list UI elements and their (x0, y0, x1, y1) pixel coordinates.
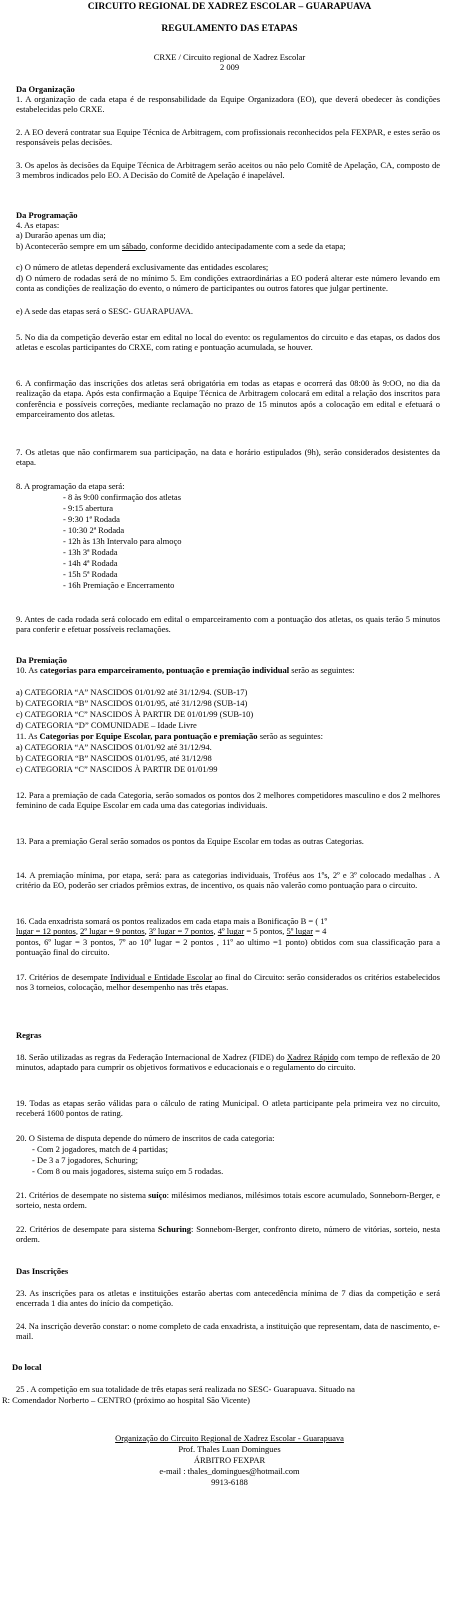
category-line: a) CATEGORIA “A” NASCIDOS 01/01/92 até 31/12/94. (SUB-17) (16, 687, 248, 697)
item-10-rest: serão as seguintes: (289, 665, 355, 675)
item-8-intro: 8. A programação da etapa será: (16, 481, 125, 491)
category-line: d) CATEGORIA “D” COMUNIDADE – Idade Livre (16, 720, 197, 730)
item-24: 24. Na inscrição deverão constar: o nome completo de cada enxadrista, a instituição que representam, data de nascimento, e-mail. (16, 1321, 440, 1342)
document-year: 2 009 (219, 62, 240, 72)
document-title: CIRCUITO REGIONAL DE XADREZ ESCOLAR – GUARAPUAVA (87, 2, 372, 12)
item-4-b (16, 241, 440, 251)
schedule-line: - 12h às 13h Intervalo para almoço (63, 536, 182, 546)
item-11-rest: serão as seguintes: (257, 731, 323, 741)
item-3: 3. Os apelos às decisões da Equipe Técnica de Arbitragem serão aceitos ou não pelo Comitê de Apelação, CA, composto de 3 membros indicados pelo EO. A Decisão do Comitê de Apelação é inapelável. (16, 160, 440, 181)
item-25-line-1: 25 . A competição em sua totalidade de três etapas será realizada no SESC- Guarapuava. Situado na (16, 1384, 355, 1394)
item-12: 12. Para a premiação de cada Categoria, serão somados os pontos dos 2 melhores competidores masculino e dos 2 melhores feminino de cada Equipe Escolar em cada uma das categorias individuais. (16, 790, 440, 811)
item-16-line-1: 16. Cada enxadrista somará os pontos realizados em cada etapa mais a Bonificação B = ( 1º (16, 916, 328, 926)
document-subtitle: REGULAMENTO DAS ETAPAS (161, 24, 298, 34)
item-21-text: 21. Critérios de desempate no sistema (16, 1190, 149, 1200)
item-18-underlined: Xadrez Rápido (286, 1052, 339, 1062)
item-16-first-place: lugar = 12 pontos (16, 926, 76, 937)
item-10-text: 10. As (16, 665, 40, 675)
schedule-line: - 16h Premiação e Encerramento (63, 580, 175, 590)
footer-email: e-mail : thales_domingues@hotmail.com (159, 1466, 300, 1476)
item-22 (16, 1224, 440, 1245)
item-18-text: 18. Serão utilizadas as regras da Federação Internacional de Xadrez (FIDE) do (16, 1052, 287, 1062)
item-17-text: 17. Critérios de desempate (16, 972, 111, 982)
item-16-line-3: pontos, 6º lugar = 3 pontos, 7º ao 10º lugar = 2 pontos , 11º ao ultimo =1 ponto) obtidos com sua classificação para a pontuação final do circuito. (16, 936, 440, 958)
item-21 (16, 1190, 440, 1211)
section-heading-inscricoes: Das Inscrições (16, 1266, 69, 1276)
schedule-line: - 15h 5ª Rodada (63, 569, 118, 579)
item-4-b-text: b) Acontecerão sempre em um (16, 241, 122, 251)
schedule-line: - 9:30 1ª Rodada (63, 514, 120, 524)
item-16-line-2 (16, 926, 440, 936)
section-heading-programacao: Da Programação (16, 210, 78, 220)
item-16-third-place: 3º lugar = 7 pontos (148, 926, 214, 937)
item-23: 23. As inscrições para os atletas e instituições estarão abertas com antecedência mínima de 7 dias da competição e será encerrada 1 dia antes do início da competição. (16, 1288, 440, 1309)
item-19: 19. Todas as etapas serão válidas para o cálculo de rating Municipal. O atleta participante pela primeira vez no circuito, receberá 1600 pontos de rating. (16, 1098, 440, 1119)
category-line: c) CATEGORIA “C” NASCIDOS À PARTIR DE 01/01/99 (SUB-10) (16, 709, 254, 719)
item-16-sep: , (75, 926, 81, 937)
item-18-rest: com tempo de reflexão de 20 minutos, adaptado para cumprir os objetivos formativos e educacionais e o regulamento do circuito. (16, 1052, 440, 1073)
item-4-b-underlined: sábado (121, 241, 146, 251)
item-22-bold: Schuring (157, 1224, 191, 1234)
item-7: 7. Os atletas que não confirmarem sua participação, na data e horário estipulados (9h), serão considerados desistentes da etapa. (16, 447, 440, 468)
dispute-line: - De 3 a 7 jogadores, Schuring; (32, 1155, 138, 1165)
item-16-fifth-place: 5º lugar (286, 926, 314, 937)
item-16-sep: , (144, 926, 149, 937)
item-4-b-rest: , conforme decidido antecipadamente com a sede da etapa; (145, 241, 346, 251)
item-21-rest: : milésimos medianos, milésimos totais escore acumulado, Sonneborn-Berger, e sorteio, nesta ordem. (16, 1190, 440, 1211)
section-heading-organizacao: Da Organização (16, 84, 75, 94)
item-4-e: e) A sede das etapas será o SESC- GUARAPUAVA. (16, 306, 193, 316)
item-9: 9. Antes de cada rodada será colocado em edital o emparceiramento com a pontuação dos atletas, os quais terão 5 minutos para conferir e efetuar possíveis reclamações. (16, 614, 440, 635)
item-11-bold: Categorias por Equipe Escolar, para pontuação e premiação (39, 731, 258, 741)
category-line: c) CATEGORIA “C” NASCIDOS À PARTIR DE 01/01/99 (16, 764, 218, 774)
schedule-line: - 9:15 abertura (63, 503, 114, 513)
footer-role: ÁRBITRO FEXPAR (193, 1455, 266, 1465)
item-4-d: d) O número de rodadas será de no mínimo 5. Em condições extraordinárias a EO poderá alterar este número levando em conta as condições de realização do evento, o número de participantes ou outros fatores que julgar pertinente. (16, 273, 440, 294)
item-1: 1. A organização de cada etapa é de responsabilidade da Equipe Organizadora (EO), que deverá obedecer às condições estabelecidas pelo CRXE. (16, 94, 440, 115)
item-22-text: 22. Critérios de desempate para sistema (16, 1224, 158, 1234)
item-16-fifth-points: = 4 (313, 926, 327, 937)
document-line: CRXE / Circuito regional de Xadrez Escolar (153, 52, 306, 62)
item-2: 2. A EO deverá contratar sua Equipe Técnica de Arbitragem, com profissionais reconhecidos pela FEXPAR, e estes serão os responsáveis pelas decisões. (16, 127, 440, 148)
item-10-bold: categorias para emparceiramento, pontuação e premiação individual (39, 665, 290, 675)
section-heading-premiacao: Da Premiação (16, 655, 68, 665)
footer-phone: 9913-6188 (211, 1477, 248, 1487)
item-4-c: c) O número de atletas dependerá exclusivamente das entidades escolares; (16, 262, 269, 272)
category-line: b) CATEGORIA “B” NASCIDOS 01/01/95, até 31/12/98 (SUB-14) (16, 698, 248, 708)
item-16-sep: , (213, 926, 218, 937)
section-heading-local: Do local (12, 1362, 42, 1372)
item-6: 6. A confirmação das inscrições dos atletas será obrigatória em todas as etapas e ocorrerá das 08:00 às 9:OO, no dia da realização da etapa. Após esta confirmação a Equipe Técnica de Arbitragem colocará em edital a relação dos inscritos para conferência e possíveis correções, mediante reclamação no prazo de 15 minutos após a colocação em edital e efetuará o emparceiramento dos atletas. (16, 378, 440, 420)
item-11-text: 11. As (16, 731, 40, 741)
item-25-line-2: R: Comendador Norberto – CENTRO (próximo ao hospital São Vicente) (2, 1395, 250, 1405)
item-17-underlined: Individual e Entidade Escolar (110, 972, 213, 982)
footer-name: Prof. Thales Luan Domingues (178, 1444, 281, 1454)
dispute-line: - Com 8 ou mais jogadores, sistema suíço em 5 rodadas. (32, 1166, 224, 1176)
item-16-second-place: 2º lugar = 9 pontos (80, 926, 145, 937)
schedule-line: - 10:30 2ª Rodada (63, 525, 125, 535)
item-14: 14. A premiação mínima, por etapa, será: para as categorias individuais, Troféus aos 1ºs, 2º e 3º colocado medalhas . A critério da EO, poderão ser criados prêmios extras, de incentivo, os quais não valerão como pontuação para o circuito. (16, 870, 440, 891)
schedule-line: - 13h 3ª Rodada (63, 547, 118, 557)
footer-organization: Organização do Circuito Regional de Xadrez Escolar - Guarapuava (115, 1433, 344, 1443)
dispute-line: - Com 2 jogadores, match de 4 partidas; (32, 1144, 168, 1154)
item-13: 13. Para a premiação Geral serão somados os pontos da Equipe Escolar em todas as outras Categorias. (16, 836, 364, 846)
item-4-intro: 4. As etapas: (16, 220, 60, 230)
item-5: 5. No dia da competição deverão estar em edital no local do evento: os regulamentos do circuito e das etapas, os dados dos atletas e escolas participantes do CRXE, com rating e pontuação acumulada, se houver. (16, 332, 440, 353)
item-16-fourth-place: 4º lugar (217, 926, 245, 937)
category-line: a) CATEGORIA “A” NASCIDOS 01/01/92 até 31/12/94. (16, 742, 212, 752)
item-17-rest: ao final do Circuito: serão considerados os critérios estabelecidos nos 3 torneios, colocação, melhor desempenho nas três etapas. (16, 972, 440, 993)
item-18 (16, 1052, 440, 1073)
item-4-a: a) Durarão apenas um dia; (16, 230, 106, 240)
category-line: b) CATEGORIA “B” NASCIDOS 01/01/95, até 31/12/98 (16, 753, 212, 763)
item-11 (16, 731, 323, 741)
schedule-line: - 8 às 9:00 confirmação dos atletas (63, 492, 182, 502)
schedule-line: - 14h 4ª Rodada (63, 558, 118, 568)
item-10 (16, 665, 440, 675)
item-22-rest: : Sonnebom-Berger, confronto direto, número de vitórias, sorteio, nesta ordem. (16, 1224, 441, 1245)
section-heading-regras: Regras (16, 1030, 42, 1040)
item-16 (16, 916, 440, 958)
item-16-fourth-points: = 5 pontos, (244, 926, 287, 937)
item-20-intro: 20. O Sistema de disputa depende do número de inscritos de cada categoria: (16, 1133, 275, 1143)
item-17 (16, 972, 440, 993)
item-21-bold: suíço (148, 1190, 167, 1200)
